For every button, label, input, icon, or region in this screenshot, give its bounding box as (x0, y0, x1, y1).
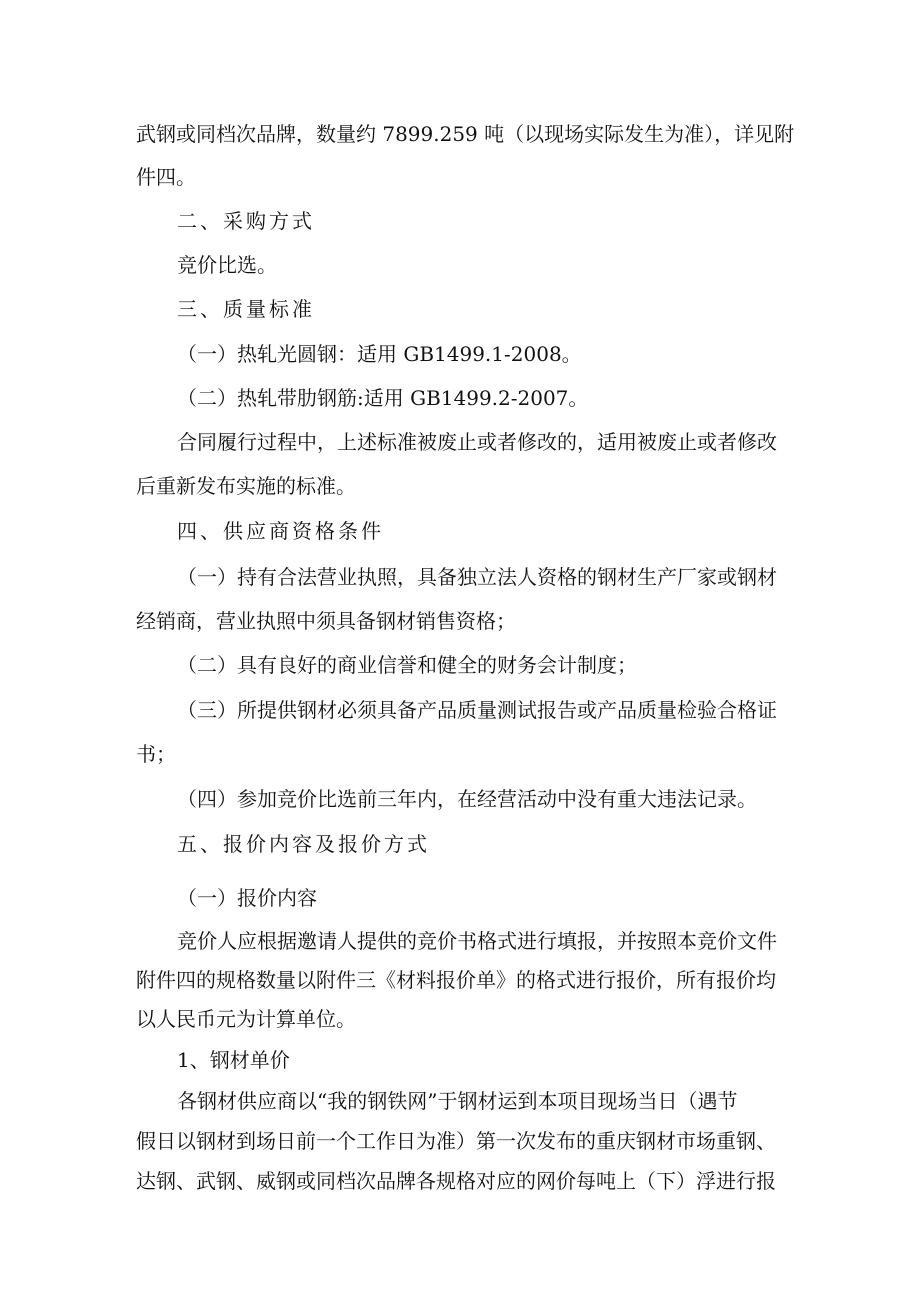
section-heading: 四、供应商资格条件 (177, 519, 384, 543)
paragraph-line: 武钢或同档次品牌，数量约 7899.259 吨（以现场实际发生为准），详见附 (136, 122, 795, 146)
paragraph-line: 件四。 (136, 165, 196, 189)
subsection-heading: （一）报价内容 (177, 886, 317, 910)
section-heading: 五、报价内容及报价方式 (177, 832, 430, 856)
list-item: 书； (136, 742, 176, 766)
list-item: （一）热轧光圆钢：适用 GB1499.1-2008。 (177, 342, 582, 366)
list-item: （四）参加竞价比选前三年内，在经营活动中没有重大违法记录。 (177, 787, 757, 811)
paragraph-line: 竞价比选。 (177, 253, 277, 277)
list-item: （二）热轧带肋钢筋:适用 GB1499.2-2007。 (177, 386, 589, 410)
paragraph-line: 竞价人应根据邀请人提供的竞价书格式进行填报，并按照本竞价文件 (177, 929, 777, 953)
paragraph-line: 达钢、武钢、威钢或同档次品牌各规格对应的网价每吨上（下）浮进行报 (136, 1169, 776, 1193)
list-item: （三）所提供钢材必须具备产品质量测试报告或产品质量检验合格证 (177, 698, 777, 722)
list-item: 经销商，营业执照中须具备钢材销售资格； (136, 609, 516, 633)
section-heading: 二、采购方式 (177, 209, 315, 233)
section-heading: 三、质量标准 (177, 297, 315, 321)
list-item: （一）持有合法营业执照，具备独立法人资格的钢材生产厂家或钢材 (177, 565, 777, 589)
list-item: （二）具有良好的商业信誉和健全的财务会计制度； (177, 653, 637, 677)
paragraph-line: 后重新发布实施的标准。 (136, 474, 356, 498)
paragraph-line: 合同履行过程中，上述标准被废止或者修改的，适用被废止或者修改 (177, 430, 777, 454)
paragraph-line: 以人民币元为计算单位。 (136, 1007, 356, 1031)
paragraph-line: 附件四的规格数量以附件三《材料报价单》的格式进行报价，所有报价均 (136, 968, 776, 992)
subsection-heading: 1、钢材单价 (177, 1048, 290, 1072)
paragraph-line: 各钢材供应商以“我的钢铁网”于钢材运到本项目现场当日（遇节 (177, 1089, 738, 1113)
paragraph-line: 假日以钢材到场日前一个工作日为准）第一次发布的重庆钢材市场重钢、 (136, 1129, 776, 1153)
